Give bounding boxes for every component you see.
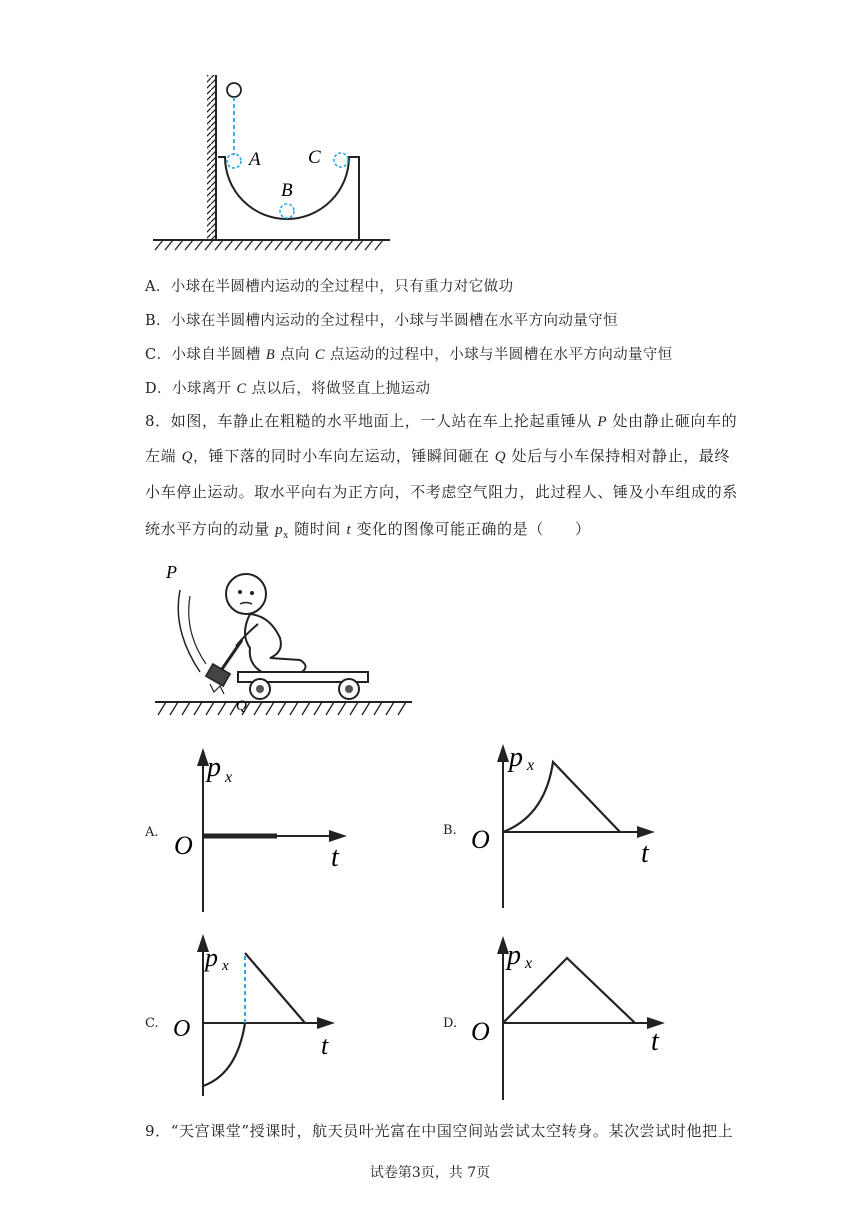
person-head [226, 574, 266, 614]
label-P: P [166, 562, 177, 582]
graph-C [165, 926, 355, 1101]
y-label-sub: x [225, 769, 233, 786]
hammer-handle [220, 640, 242, 672]
label-C: C [308, 147, 321, 168]
graph-C-option-label: C. [145, 1016, 159, 1031]
label-A: A [249, 149, 261, 170]
ground-hatch [155, 240, 383, 250]
label-B: B [281, 180, 293, 201]
ball-position-B [280, 204, 294, 218]
y-label-sub: x [222, 958, 229, 974]
x-label: t [331, 842, 339, 873]
q8-line-2: 左端 Q，锤下落的同时小车向左运动，锤瞬间砸在 Q 处后与小车保持相对静止，最终 [145, 447, 731, 465]
y-label-sub: x [527, 757, 535, 774]
ball-position-C [334, 153, 348, 167]
x-arrow [317, 1017, 335, 1029]
origin-label: O [173, 1016, 191, 1042]
x-label: t [321, 1031, 329, 1060]
q8-line-1: 8．如图，车静止在粗糙的水平地面上，一人站在车上抡起重锤从 P 处由静止砸向车的 [145, 412, 738, 430]
ball [227, 83, 241, 97]
x-arrow [637, 826, 655, 838]
origin-label: O [471, 1017, 490, 1046]
curve-C-upper [245, 953, 305, 1023]
ground-hatch [158, 702, 406, 715]
graph-A-option-label: A. [145, 825, 159, 840]
y-label: p [205, 943, 218, 972]
q7-option-D: D．小球离开 C 点以后，将做竖直上抛运动 [145, 381, 431, 397]
curve-C-lower [203, 1023, 245, 1086]
q8-line-4: 统水平方向的动量 $p_x$ 随时间 t 变化的图像可能正确的是（ ） [145, 520, 591, 541]
q8-line-3: 小车停止运动。取水平向右为正方向，不考虑空气阻力，此过程人、锤及小车组成的系 [145, 483, 738, 501]
graph-B-option-label: B. [443, 823, 457, 838]
cart-hub-right [345, 685, 353, 693]
swing-arc-2 [189, 596, 206, 664]
q9-line-1: 9．“天宫课堂”授课时，航天员叶光富在中国空间站尝试太空转身。某次尝试时他把上 [145, 1122, 734, 1140]
graph-D-option-label: D. [443, 1016, 458, 1031]
cart-hub-left [256, 685, 264, 693]
origin-label: O [471, 825, 490, 854]
graph-A [165, 740, 360, 915]
y-arrow [497, 744, 509, 762]
q7-option-C: C．小球自半圆槽 B 点向 C 点运动的过程中，小球与半圆槽在水平方向动量守恒 [145, 347, 673, 363]
q7-option-B: B．小球在半圆槽内运动的全过程中，小球与半圆槽在水平方向动量守恒 [145, 313, 618, 329]
page-footer: 试卷第3页，共 7页 [369, 1165, 491, 1181]
cart-hammer-figure [150, 560, 420, 720]
curve-D [503, 958, 635, 1023]
graph-B [465, 736, 665, 911]
halfpipe-figure [145, 72, 405, 252]
x-label: t [651, 1026, 659, 1057]
label-Q: Q [236, 698, 247, 714]
person-body [245, 614, 306, 672]
y-label-sub: x [525, 955, 533, 972]
y-label: p [507, 940, 521, 971]
hammer-head [206, 664, 230, 686]
ball-position-A [227, 154, 241, 168]
y-label: p [509, 742, 523, 773]
x-arrow [329, 830, 347, 842]
q7-option-A: A．小球在半圆槽内运动的全过程中，只有重力对它做功 [145, 279, 514, 295]
x-label: t [641, 838, 649, 869]
wall-hatch [207, 75, 216, 240]
graph-D [465, 928, 670, 1103]
y-label: p [207, 752, 221, 783]
origin-label: O [174, 831, 193, 860]
